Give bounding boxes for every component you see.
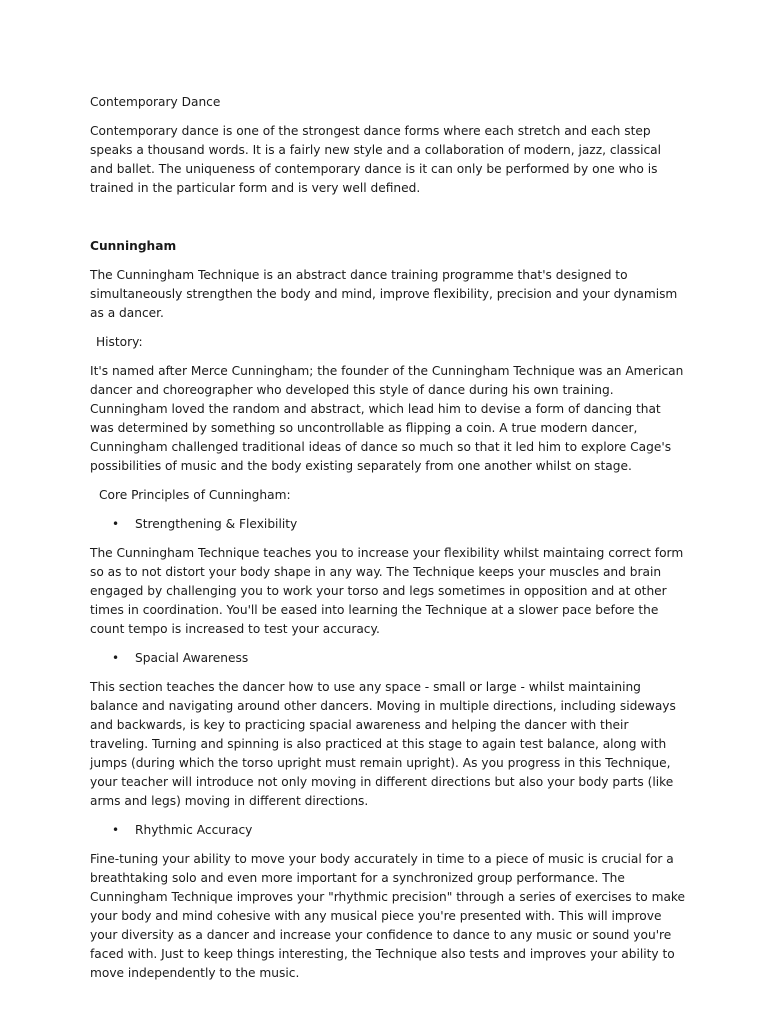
strengthening-paragraph: The Cunningham Technique teaches you to increase your flexibility whilst maintaing correct form so as to not distort your body shape in any way. The Technique keeps your muscles and brain engaged by challenging you to work your torso and legs sometimes in opposition and at other times in coordination. You'll be eased into learning the Technique at a slower pace before the count tempo is increased to test your accuracy. [90,546,684,636]
section-heading: Cunningham [90,239,177,253]
section-intro-paragraph: The Cunningham Technique is an abstract dance training programme that's designed to simultaneously strengthen the body and mind, improve flexibility, precision and your dynamism as a dancer. [90,268,678,320]
bullet-icon: • [112,823,120,837]
bullet-label: Strengthening & Flexibility [135,517,298,531]
spacial-awareness-paragraph: This section teaches the dancer how to use any space - small or large - whilst maintaining balance and navigating around other dancers. Moving in multiple directions, including sideways and backwards, is key to practicing spacial awareness and helping the dancer with their traveling. Turning and spinning is also practiced at this stage to again test balance, along with jumps (during which the torso upright must remain upright). As you progress in this Technique, your teacher will introduce not only moving in different directions but also your body parts (like arms and legs) moving in different directions. [90,680,676,808]
document-title: Contemporary Dance [90,95,221,109]
bullet-item-strengthening [90,515,686,534]
bullet-label: Rhythmic Accuracy [135,823,253,837]
core-principles-heading: Core Principles of Cunningham: [99,488,291,502]
bullet-label: Spacial Awareness [135,651,249,665]
bullet-icon: • [112,517,120,531]
bullet-item-spacial-awareness [90,649,686,668]
bullet-icon: • [112,651,120,665]
bullet-item-rhythmic-accuracy [90,821,686,840]
history-paragraph: It's named after Merce Cunningham; the founder of the Cunningham Technique was an American dancer and choreographer who developed this style of dance during his own training. Cunningham loved the random and abstract, which lead him to devise a form of dancing that was determined by something so uncontrollable as flipping a coin. A true modern dancer, Cunningham challenged traditional ideas of dance so much so that it led him to explore Cage's possibilities of music and the body existing separately from one another whilst on stage. [90,364,684,473]
document-body [90,93,686,993]
rhythmic-accuracy-paragraph: Fine-tuning your ability to move your body accurately in time to a piece of music is crucial for a breathtaking solo and even more important for a synchronized group performance. The Cunningham Technique improves your "rhythmic precision" through a series of exercises to make your body and mind cohesive with any musical piece you're presented with. This will improve your diversity as a dancer and increase your confidence to dance to any music or sound you're faced with. Just to keep things interesting, the Technique also tests and improves your ability to move independently to the music. [90,852,686,980]
intro-paragraph: Contemporary dance is one of the strongest dance forms where each stretch and each step speaks a thousand words. It is a fairly new style and a collaboration of modern, jazz, classical and ballet. The uniqueness of contemporary dance is it can only be performed by one who is trained in the particular form and is very well defined. [90,124,662,195]
history-heading: History: [96,335,143,349]
